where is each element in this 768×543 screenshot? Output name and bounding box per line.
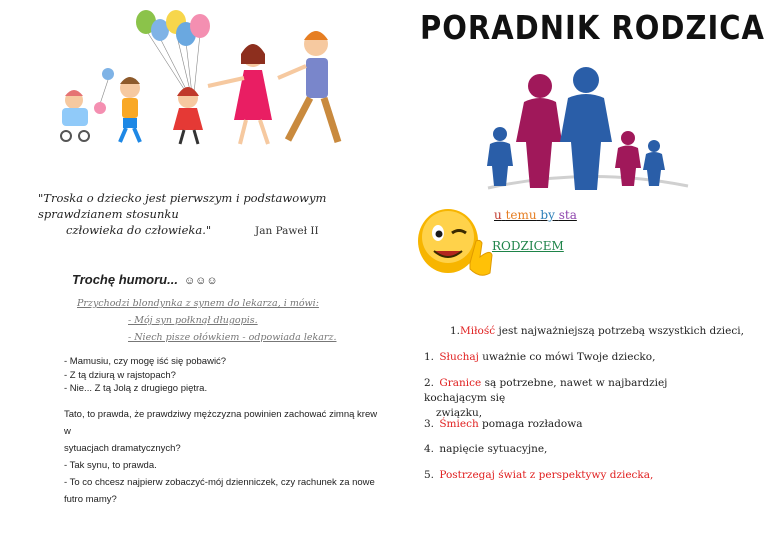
mother-icon (208, 44, 272, 144)
joke2-line: - Nie... Z tą Jolą z drugiego piętra. (64, 383, 208, 394)
tip-text-continued: związku, (436, 407, 483, 419)
baby-stroller-icon (61, 68, 114, 141)
slogan-line-1 (494, 208, 577, 222)
joke3-line: futro mamy? (64, 494, 117, 505)
tip-number: 4. (424, 443, 435, 455)
joke1-line-1: Przychodzi blondynka z synem do lekarza, i mówi: (77, 298, 319, 309)
tip-item (424, 417, 582, 432)
boy-icon (94, 77, 140, 142)
joke3 (64, 406, 384, 508)
tip-keyword: Miłość (460, 325, 496, 337)
tip-text: uważnie co mówi Twoje dziecko, (478, 351, 656, 363)
winking-emoji-thumbs-icon (414, 203, 494, 279)
joke2 (64, 355, 226, 396)
tip-item (424, 468, 653, 483)
page-title: PORADNIK RODZICA (420, 8, 765, 48)
family-silhouette-icon (478, 58, 692, 196)
tip-number: 1. (424, 351, 435, 363)
tip-text: Postrzegaj świat z perspektywy dziecka, (436, 469, 654, 481)
joke1-line-3: - Niech pisze ołówkiem - odpowiada lekarz. (128, 332, 337, 343)
tip-text: jest najważniejszą potrzebą wszystkich dzieci, (495, 325, 744, 337)
joke3-line: - Tak synu, to prawda. (64, 460, 157, 471)
tip-number: 2. (424, 377, 435, 389)
tip-number: 1. (450, 325, 461, 337)
tip-keyword: Śmiech (439, 418, 479, 430)
slogan-line-2: RODZICEM (492, 239, 564, 253)
tip-keyword: Słuchaj (439, 351, 479, 363)
joke3-line: - To co chcesz najpierw zobaczyć-mój dzienniczek, czy rachunek za nowe (64, 477, 375, 488)
tip-keyword: Granice (439, 377, 482, 389)
quote (38, 190, 378, 238)
family-with-balloons-illustration (48, 8, 358, 153)
tip-item (424, 376, 724, 421)
joke2-line: - Z tą dziurą w rajstopach? (64, 369, 176, 381)
slogan-word: sta (558, 208, 577, 222)
slogan-word: by (540, 208, 555, 222)
humor-heading-text: Trochę humoru... (72, 272, 178, 287)
balloons-icon (136, 10, 210, 103)
tip-item (424, 350, 655, 365)
tip-text: są potrzebne, nawet w najbardziej kochającym się (424, 377, 668, 404)
joke3-line: Tato, to prawda, że prawdziwy mężczyzna powinien zachować zimną krew w (64, 409, 378, 437)
girl-icon (173, 87, 203, 144)
tip-item (450, 324, 744, 339)
father-icon (278, 31, 338, 142)
tip-number: 3. (424, 418, 435, 430)
quote-line-2: człowieka do człowieka." (66, 223, 212, 237)
slogan-word: temu (505, 208, 537, 222)
joke2-line: - Mamusiu, czy mogę iść się pobawić? (64, 356, 227, 367)
humor-heading (72, 272, 218, 287)
tip-item (424, 442, 547, 457)
slogan-word: u (494, 208, 502, 222)
quote-line-1: "Troska o dziecko jest pierwszym i podstawowym sprawdzianem stosunku (38, 191, 327, 221)
joke1-line-2: - Mój syn połknął długopis. (128, 315, 258, 326)
tip-text: napięcie sytuacyjne, (436, 443, 548, 455)
joke3-line: sytuacjach dramatycznych? (64, 443, 181, 454)
quote-author: Jan Paweł II (255, 225, 319, 237)
tip-text: pomaga rozładowa (478, 418, 583, 430)
tip-number: 5. (424, 469, 435, 481)
smiley-icon: ☺☺☺ (183, 275, 218, 287)
